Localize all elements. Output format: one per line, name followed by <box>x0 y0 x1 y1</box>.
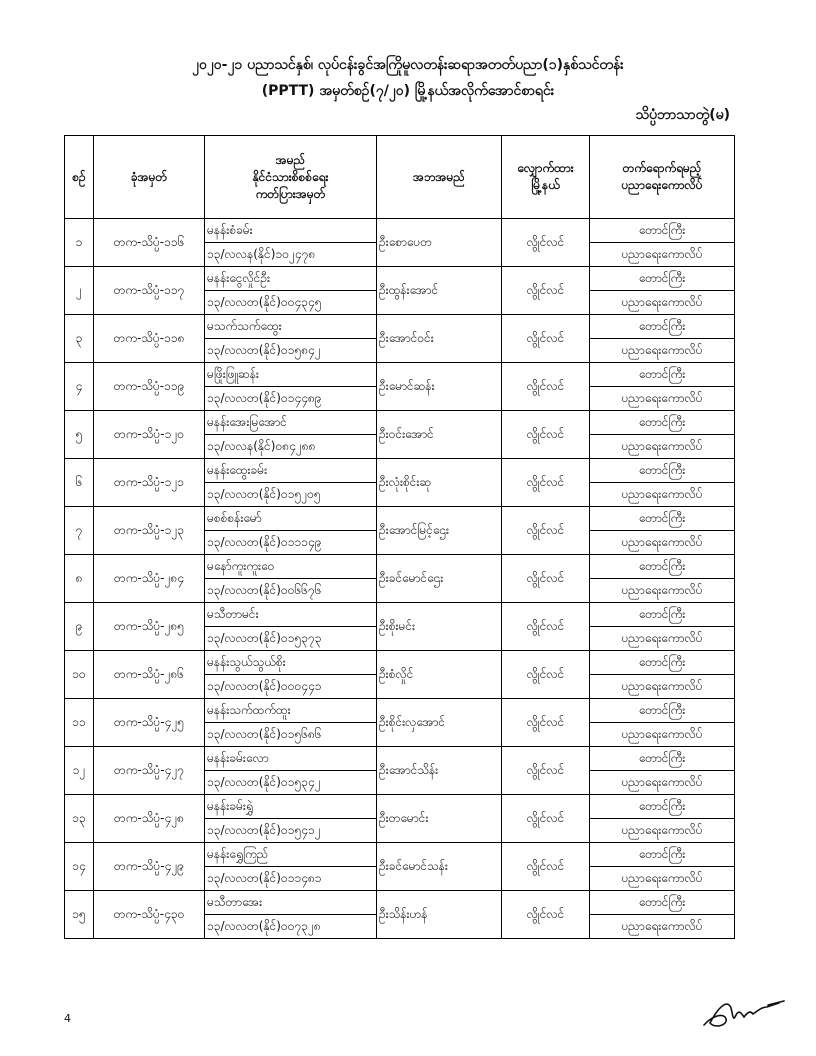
father-name: ဦးအောင်မြင့်ဌေး <box>377 507 502 555</box>
nrc-number: ၁၃/လလတ(နိုင်)၀၁၅၄၁၂ <box>207 823 321 837</box>
header-name-nrc-line: ကတ်ပြားအမှတ် <box>255 186 326 201</box>
header-name-nrc <box>205 136 377 219</box>
table-row <box>65 699 735 747</box>
nrc-number: ၁၃/လလတ(နိုင်)၀၁၁၄၈၁ <box>207 871 322 885</box>
table-header-row <box>65 136 735 219</box>
row-number: ၂ <box>65 267 94 315</box>
table-row <box>65 219 735 267</box>
roll-number: တက-သိပ္ပံ-၄၂၉ <box>94 843 205 891</box>
header-college <box>590 136 735 219</box>
signature-icon <box>700 992 790 1032</box>
nrc-number: ၁၃/လလတ(နိုင်)၀၁၅၆၈၆ <box>207 727 322 741</box>
roll-number: တက-သိပ္ပံ-၁၂၀ <box>94 411 205 459</box>
header-roll-number: ခုံအမှတ် <box>94 136 205 219</box>
nrc-number: ၁၃/လလန(နိုင်)၁၀၂၄၇၈ <box>207 247 316 261</box>
college-name: ပညာရေးကောလိပ် <box>621 391 703 405</box>
student-name: မနန်းခမ်းရွှဲ <box>205 795 376 819</box>
name-nrc-cell <box>205 363 377 411</box>
roll-number: တက-သိပ္ပံ-၄၂၇ <box>94 747 205 795</box>
table-row <box>65 843 735 891</box>
township: လွိုင်လင် <box>502 507 590 555</box>
college-name: ပညာရေးကောလိပ် <box>621 583 703 597</box>
name-nrc-cell <box>205 411 377 459</box>
row-number: ၁ <box>65 219 94 267</box>
college-name: ပညာရေးကောလိပ် <box>621 679 703 693</box>
nrc-number: ၁၃/လလတ(နိုင်)၀၀၆၆၇၆ <box>207 583 322 597</box>
father-name: ဦးတမောင်း <box>377 795 502 843</box>
pass-list-table <box>64 135 735 939</box>
father-name: ဦးစံလှိုင် <box>377 651 502 699</box>
table-row <box>65 603 735 651</box>
table-body <box>65 219 735 939</box>
township: လွိုင်လင် <box>502 411 590 459</box>
student-name: မသီတာအေး <box>205 891 376 915</box>
college-city: တောင်ကြီး <box>590 267 734 291</box>
header-no: စဉ် <box>65 136 94 219</box>
student-name: မဖြိုးဖြူဆန်း <box>205 363 376 387</box>
college-cell <box>590 699 735 747</box>
township: လွိုင်လင် <box>502 891 590 939</box>
township: လွိုင်လင် <box>502 795 590 843</box>
roll-number: တက-သိပ္ပံ-၂၈၄ <box>94 555 205 603</box>
roll-number: တက-သိပ္ပံ-၁၁၇ <box>94 267 205 315</box>
college-city: တောင်ကြီး <box>590 651 734 675</box>
student-name: မနန်းထွေးခမ်း <box>205 459 376 483</box>
header-township-line: မြို့နယ် <box>531 178 560 192</box>
college-name: ပညာရေးကောလိပ် <box>621 295 703 309</box>
student-name: မနန်းအေးမြအောင် <box>205 411 376 435</box>
page-number: 4 <box>64 1012 71 1025</box>
college-city: တောင်ကြီး <box>590 459 734 483</box>
township: လွိုင်လင် <box>502 363 590 411</box>
name-nrc-cell <box>205 795 377 843</box>
table-row <box>65 555 735 603</box>
row-number: ၆ <box>65 459 94 507</box>
roll-number: တက-သိပ္ပံ-၂၈၆ <box>94 651 205 699</box>
college-name: ပညာရေးကောလိပ် <box>621 343 703 357</box>
college-city: တောင်ကြီး <box>590 795 734 819</box>
college-city: တောင်ကြီး <box>590 411 734 435</box>
college-cell <box>590 315 735 363</box>
father-name: ဦးသိန်းဟန် <box>377 891 502 939</box>
table-row <box>65 747 735 795</box>
township: လွိုင်လင် <box>502 315 590 363</box>
name-nrc-cell <box>205 459 377 507</box>
nrc-number: ၁၃/လလတ(နိုင်)၀၀၀၄၄၁ <box>207 679 322 693</box>
college-cell <box>590 507 735 555</box>
college-city: တောင်ကြီး <box>590 507 734 531</box>
college-name: ပညာရေးကောလိပ် <box>621 871 703 885</box>
name-nrc-cell <box>205 651 377 699</box>
nrc-number: ၁၃/လလတ(နိုင်)၀၁၅၈၄၂ <box>207 343 321 357</box>
college-cell <box>590 219 735 267</box>
table-row <box>65 315 735 363</box>
college-city: တောင်ကြီး <box>590 747 734 771</box>
name-nrc-cell <box>205 267 377 315</box>
table-row <box>65 411 735 459</box>
header-college-line: တက်ရောက်ရမည့် <box>622 161 702 175</box>
table-row <box>65 651 735 699</box>
row-number: ၄ <box>65 363 94 411</box>
name-nrc-cell <box>205 747 377 795</box>
township: လွိုင်လင် <box>502 459 590 507</box>
roll-number: တက-သိပ္ပံ-၄၃၀ <box>94 891 205 939</box>
roll-number: တက-သိပ္ပံ-၁၂၃ <box>94 507 205 555</box>
township: လွိုင်လင် <box>502 843 590 891</box>
nrc-number: ၁၃/လလတ(နိုင်)၀၁၄၄၈၉ <box>207 391 322 405</box>
father-name: ဦးမောင်ဆန်း <box>377 363 502 411</box>
row-number: ၉ <box>65 603 94 651</box>
college-name: ပညာရေးကောလိပ် <box>621 919 703 933</box>
college-cell <box>590 747 735 795</box>
college-name: ပညာရေးကောလိပ် <box>621 535 703 549</box>
college-name: ပညာရေးကောလိပ် <box>621 727 703 741</box>
township: လွိုင်လင် <box>502 603 590 651</box>
row-number: ၈ <box>65 555 94 603</box>
township: လွိုင်လင် <box>502 699 590 747</box>
father-name: ဦးလုံးစိုင်းဆု <box>377 459 502 507</box>
roll-number: တက-သိပ္ပံ-၄၂၈ <box>94 795 205 843</box>
name-nrc-cell <box>205 555 377 603</box>
college-city: တောင်ကြီး <box>590 219 734 243</box>
college-name: ပညာရေးကောလိပ် <box>621 247 703 261</box>
college-city: တောင်ကြီး <box>590 555 734 579</box>
father-name: ဦးစိုးမင်း <box>377 603 502 651</box>
township: လွိုင်လင် <box>502 651 590 699</box>
name-nrc-cell <box>205 315 377 363</box>
township: လွိုင်လင် <box>502 267 590 315</box>
college-name: ပညာရေးကောလိပ် <box>621 823 703 837</box>
student-name: မနန်းခမ်းလော <box>205 747 376 771</box>
student-name: မနန်းသက်ထက်ထူး <box>205 699 376 723</box>
father-name: ဦးထွန်းအောင် <box>377 267 502 315</box>
row-number: ၁၁ <box>65 699 94 747</box>
row-number: ၁၂ <box>65 747 94 795</box>
township: လွိုင်လင် <box>502 555 590 603</box>
header-college-line: ပညာရေးကောလိပ် <box>621 178 703 192</box>
father-name: ဦးဝင်းအောင် <box>377 411 502 459</box>
student-name: မနန်းငွေလှိုင်ဦး <box>205 267 376 291</box>
father-name: ဦးခင်မောင်သန်း <box>377 843 502 891</box>
row-number: ၇ <box>65 507 94 555</box>
document-subtitle: (PPTT) အမှတ်စဉ်(၇/၂၀) မြို့နယ်အလိုက်အောင်စာရင်း <box>261 83 555 99</box>
nrc-number: ၁၃/လလတ(နိုင်)၀၀၇၃၂၈ <box>207 919 321 933</box>
student-name: မစစ်စန်းမော် <box>205 507 376 531</box>
section-label: သိပ္ပံဘာသာတွဲ(မ) <box>635 107 730 123</box>
college-name: ပညာရေးကောလိပ် <box>621 631 703 645</box>
table-row <box>65 267 735 315</box>
college-city: တောင်ကြီး <box>590 315 734 339</box>
nrc-number: ၁၃/လလတ(နိုင်)၀၁၅၂၀၅ <box>207 487 321 501</box>
header-father-name: အဘအမည် <box>377 136 502 219</box>
name-nrc-cell <box>205 603 377 651</box>
college-city: တောင်ကြီး <box>590 699 734 723</box>
name-nrc-cell <box>205 699 377 747</box>
row-number: ၁၅ <box>65 891 94 939</box>
college-cell <box>590 651 735 699</box>
header-township-line: လျှောက်ထား <box>517 161 574 175</box>
name-nrc-cell <box>205 891 377 939</box>
table-row <box>65 363 735 411</box>
college-city: တောင်ကြီး <box>590 843 734 867</box>
nrc-number: ၁၃/လလတ(နိုင်)၀၀၄၃၄၅ <box>207 295 322 309</box>
nrc-number: ၁၃/လလတ(နိုင်)၀၁၅၃၇၃ <box>207 631 322 645</box>
roll-number: တက-သိပ္ပံ-၁၁၉ <box>94 363 205 411</box>
college-name: ပညာရေးကောလိပ် <box>621 775 703 789</box>
name-nrc-cell <box>205 843 377 891</box>
father-name: ဦးစောပေတ <box>377 219 502 267</box>
college-cell <box>590 363 735 411</box>
college-cell <box>590 795 735 843</box>
college-city: တောင်ကြီး <box>590 363 734 387</box>
father-name: ဦးစိုင်းလှအောင် <box>377 699 502 747</box>
name-nrc-cell <box>205 507 377 555</box>
college-cell <box>590 555 735 603</box>
student-name: မနန်းရွှေကြည် <box>205 843 376 867</box>
roll-number: တက-သိပ္ပံ-၁၂၁ <box>94 459 205 507</box>
row-number: ၅ <box>65 411 94 459</box>
college-cell <box>590 267 735 315</box>
roll-number: တက-သိပ္ပံ-၂၈၅ <box>94 603 205 651</box>
father-name: ဦးခင်မောင်ဌေး <box>377 555 502 603</box>
college-city: တောင်ကြီး <box>590 603 734 627</box>
student-name: မနော်ကူးကူးဝေ <box>205 555 376 579</box>
student-name: မသက်သက်ထွေး <box>205 315 376 339</box>
table-row <box>65 459 735 507</box>
college-cell <box>590 459 735 507</box>
township: လွိုင်လင် <box>502 747 590 795</box>
header-name-nrc-line: အမည် <box>275 152 306 167</box>
college-name: ပညာရေးကောလိပ် <box>621 439 703 453</box>
student-name: မသီတာမင်း <box>205 603 376 627</box>
row-number: ၃ <box>65 315 94 363</box>
college-cell <box>590 891 735 939</box>
roll-number: တက-သိပ္ပံ-၁၁၆ <box>94 219 205 267</box>
roll-number: တက-သိပ္ပံ-၄၂၅ <box>94 699 205 747</box>
college-cell <box>590 603 735 651</box>
row-number: ၁၃ <box>65 795 94 843</box>
student-name: မနန်းသွယ်သွယ်စိုး <box>205 651 376 675</box>
college-name: ပညာရေးကောလိပ် <box>621 487 703 501</box>
table-row <box>65 795 735 843</box>
student-name: မနန်းစံခမ်း <box>205 219 376 243</box>
nrc-number: ၁၃/လလတ(နိုင်)၀၁၅၃၄၂ <box>207 775 321 789</box>
nrc-number: ၁၃/လလတ(နိုင်)၀၁၁၁၄၉ <box>207 535 322 549</box>
row-number: ၁၄ <box>65 843 94 891</box>
nrc-number: ၁၃/လလန(နိုင်)၀၈၄၂၈၈ <box>207 439 316 453</box>
college-cell <box>590 411 735 459</box>
row-number: ၁၀ <box>65 651 94 699</box>
township: လွိုင်လင် <box>502 219 590 267</box>
table-row <box>65 507 735 555</box>
father-name: ဦးအောင်သိန်း <box>377 747 502 795</box>
name-nrc-cell <box>205 219 377 267</box>
header-name-nrc-line: နိုင်ငံသားစိစစ်ရေး <box>252 169 329 184</box>
document-title: ၂၀၂၀-၂၁ ပညာသင်နှစ်၊ လုပ်ငန်းခွင်အကြိုမူလတန်းဆရာအတတ်ပညာ(၁)နှစ်သင်တန်း <box>192 57 624 73</box>
roll-number: တက-သိပ္ပံ-၁၁၈ <box>94 315 205 363</box>
father-name: ဦးအောင်ဝင်း <box>377 315 502 363</box>
college-city: တောင်ကြီး <box>590 891 734 915</box>
table-row <box>65 891 735 939</box>
college-cell <box>590 843 735 891</box>
header-township <box>502 136 590 219</box>
